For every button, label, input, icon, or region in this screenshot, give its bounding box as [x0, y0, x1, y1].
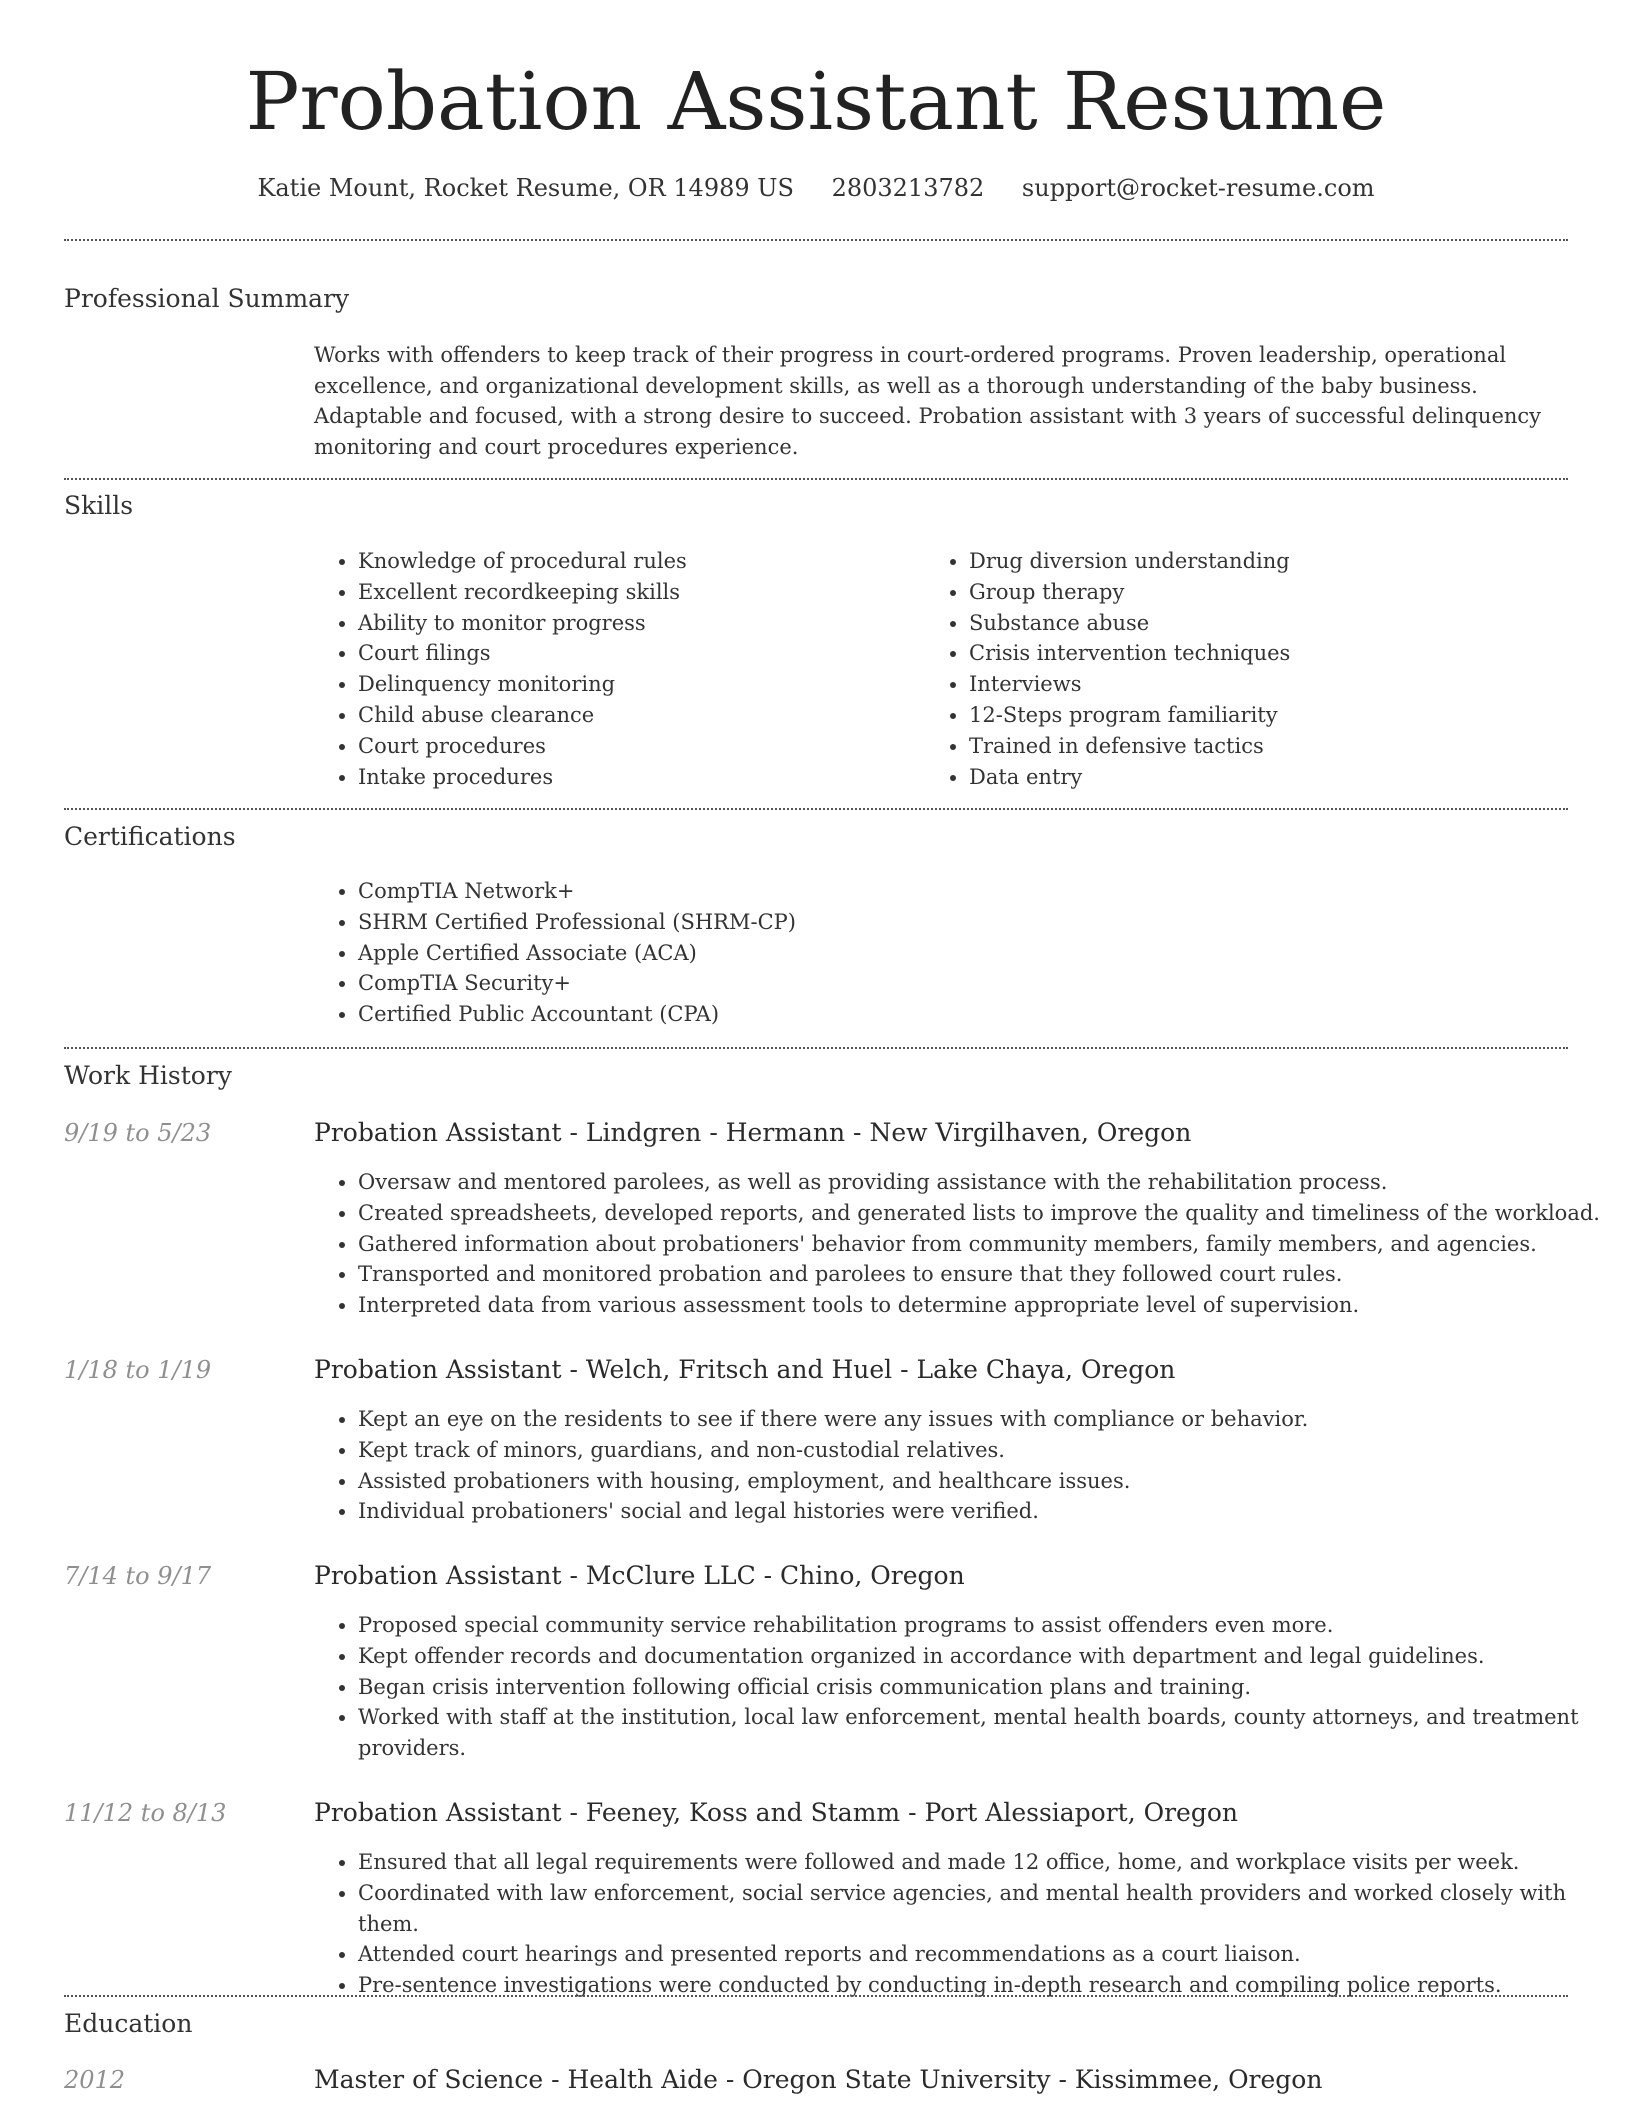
- skills-list-right: [925, 546, 1569, 792]
- skill-item: • Group therapy: [969, 577, 1569, 608]
- section-divider: [64, 1047, 1568, 1049]
- job-bullets: [314, 1404, 1618, 1527]
- summary-heading: Professional Summary: [64, 284, 350, 313]
- skill-item: • Delinquency monitoring: [358, 669, 918, 700]
- job-bullet: • Ensured that all legal requirements were followed and made 12 office, home, and workplace visits per week.: [358, 1847, 1628, 1878]
- education-heading: Education: [64, 2009, 193, 2038]
- certification-item: • Certified Public Accountant (CPA): [358, 999, 1558, 1030]
- job-dates: 9/19 to 5/23: [64, 1119, 212, 1147]
- job-title: Probation Assistant - Feeney, Koss and Stamm - Port Alessiaport, Oregon: [314, 1798, 1239, 1827]
- job-bullet: • Created spreadsheets, developed reports, and generated lists to improve the quality and timeliness of the workload.: [358, 1198, 1618, 1229]
- job-bullet: • Kept an eye on the residents to see if there were any issues with compliance or behavior.: [358, 1404, 1618, 1435]
- certification-item: • CompTIA Security+: [358, 968, 1558, 999]
- skill-item: • Substance abuse: [969, 608, 1569, 639]
- skill-item: • Crisis intervention techniques: [969, 638, 1569, 669]
- skill-item: • Interviews: [969, 669, 1569, 700]
- job-dates: 7/14 to 9/17: [64, 1562, 212, 1590]
- job-bullet: • Worked with staff at the institution, local law enforcement, mental health boards, county attorneys, and treatment providers.: [358, 1702, 1618, 1764]
- contact-email: support@rocket-resume.com: [1021, 174, 1375, 202]
- skill-item: • 12-Steps program familiarity: [969, 700, 1569, 731]
- job-bullet: • Interpreted data from various assessment tools to determine appropriate level of supervision.: [358, 1290, 1618, 1321]
- skill-item: • Child abuse clearance: [358, 700, 918, 731]
- certifications-list: [314, 876, 1558, 1030]
- work-history-heading: Work History: [64, 1061, 232, 1090]
- job-bullet: • Proposed special community service rehabilitation programs to assist offenders even more.: [358, 1610, 1618, 1641]
- skill-item: • Ability to monitor progress: [358, 608, 918, 639]
- job-dates: 11/12 to 8/13: [64, 1799, 227, 1827]
- certification-item: • CompTIA Network+: [358, 876, 1558, 907]
- job-bullet: • Assisted probationers with housing, employment, and healthcare issues.: [358, 1466, 1618, 1497]
- skill-item: • Court filings: [358, 638, 918, 669]
- job-bullets: [314, 1610, 1618, 1764]
- job-bullet: • Attended court hearings and presented reports and recommendations as a court liaison.: [358, 1939, 1628, 1970]
- job-bullets: [314, 1167, 1618, 1321]
- job-bullets: [314, 1847, 1628, 2001]
- skill-item: • Drug diversion understanding: [969, 546, 1569, 577]
- job-bullet: • Began crisis intervention following official crisis communication plans and training.: [358, 1672, 1618, 1703]
- job-bullet: • Individual probationers' social and legal histories were verified.: [358, 1496, 1618, 1527]
- job-title: Probation Assistant - Welch, Fritsch and Huel - Lake Chaya, Oregon: [314, 1355, 1176, 1384]
- contact-phone: 2803213782: [831, 174, 985, 202]
- job-bullet: • Gathered information about probationers' behavior from community members, family members, and agencies.: [358, 1229, 1618, 1260]
- section-divider: [64, 239, 1568, 241]
- skill-item: • Intake procedures: [358, 762, 918, 793]
- skill-item: • Data entry: [969, 762, 1569, 793]
- contact-address: Katie Mount, Rocket Resume, OR 14989 US: [257, 174, 794, 202]
- job-bullet: • Pre-sentence investigations were conducted by conducting in-depth research and compiling police reports.: [358, 1970, 1628, 2001]
- contact-line: [0, 172, 1632, 204]
- certification-item: • SHRM Certified Professional (SHRM-CP): [358, 907, 1558, 938]
- job-bullet: • Transported and monitored probation and parolees to ensure that they followed court rules.: [358, 1259, 1618, 1290]
- skills-heading: Skills: [64, 491, 134, 520]
- skill-item: • Excellent recordkeeping skills: [358, 577, 918, 608]
- resume-title: Probation Assistant Resume: [245, 55, 1387, 148]
- job-title: Probation Assistant - Lindgren - Hermann - New Virgilhaven, Oregon: [314, 1118, 1192, 1147]
- job-bullet: • Oversaw and mentored parolees, as well as providing assistance with the rehabilitation process.: [358, 1167, 1618, 1198]
- skill-item: • Trained in defensive tactics: [969, 731, 1569, 762]
- summary-text: Works with offenders to keep track of their progress in court-ordered programs. Proven leadership, operational excellence, and organizational development skills, as well as a thorough understanding of the baby business. Adaptable and focused, with a strong desire to succeed. Probation assistant with 3 years of successful delinquency monitoring and court procedures experience.: [314, 343, 1542, 459]
- certification-item: • Apple Certified Associate (ACA): [358, 938, 1558, 969]
- job-dates: 1/18 to 1/19: [64, 1356, 212, 1384]
- certifications-heading: Certifications: [64, 822, 236, 851]
- job-title: Probation Assistant - McClure LLC - Chino, Oregon: [314, 1561, 965, 1590]
- education-year: 2012: [64, 2066, 126, 2094]
- skill-item: • Knowledge of procedural rules: [358, 546, 918, 577]
- section-divider: [64, 1995, 1568, 1997]
- education-degree: Master of Science - Health Aide - Oregon State University - Kissimmee, Oregon: [314, 2065, 1323, 2094]
- job-bullet: • Kept offender records and documentation organized in accordance with department and legal guidelines.: [358, 1641, 1618, 1672]
- skill-item: • Court procedures: [358, 731, 918, 762]
- skills-list-left: [314, 546, 918, 792]
- section-divider: [64, 808, 1568, 810]
- job-bullet: • Coordinated with law enforcement, social service agencies, and mental health providers and worked closely with them.: [358, 1878, 1628, 1940]
- job-bullet: • Kept track of minors, guardians, and non-custodial relatives.: [358, 1435, 1618, 1466]
- section-divider: [64, 478, 1568, 480]
